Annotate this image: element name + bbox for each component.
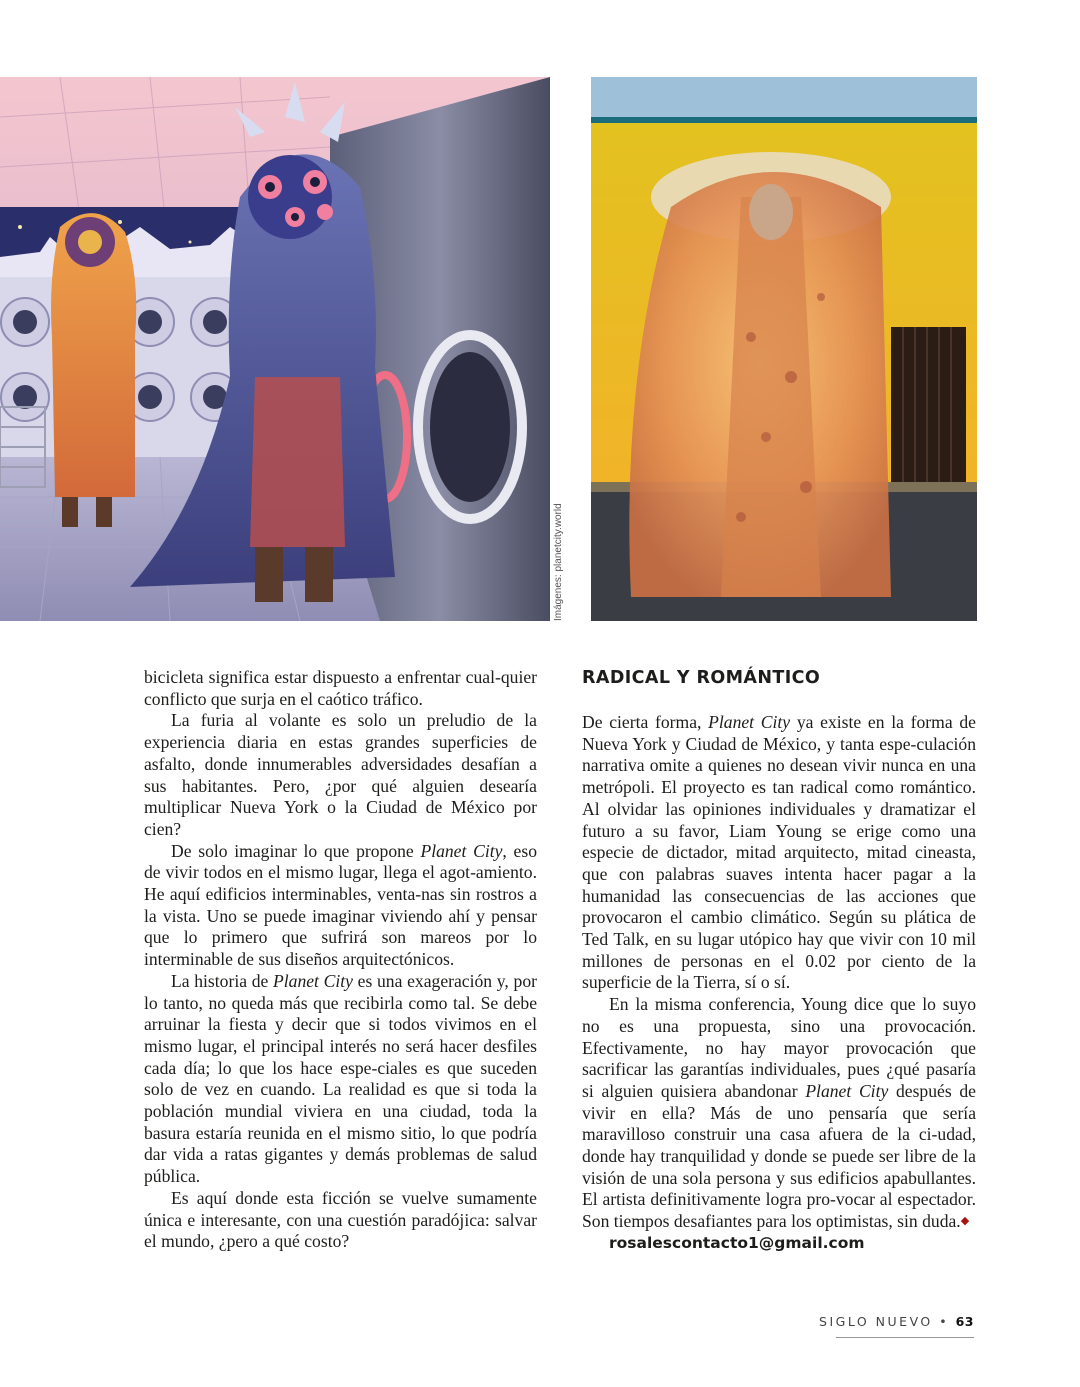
folio-separator: • (939, 1314, 950, 1329)
end-mark-icon: ◆ (960, 1215, 970, 1228)
italic-title: Planet City (273, 970, 353, 991)
right-text-column (582, 667, 976, 1254)
magazine-name: SIGLO NUEVO (819, 1314, 933, 1329)
paragraph: La furia al volante es solo un preludio de la experiencia diaria en estas grandes superficies de asfalto, donde innumerables adversidades desafían a sus habitantes. Pero, ¿por qué alguien desearía multiplicar Nueva York o la Ciudad de México por cien? (144, 710, 537, 839)
veiled-figure-illustration (591, 77, 977, 621)
photo-credit: Imágenes: planetcity.world (553, 503, 564, 621)
paragraph: bicicleta significa estar dispuesto a enfrentar cual-quier conflicto que surja en el caótico tráfico. (144, 667, 537, 709)
section-heading: RADICAL Y ROMÁNTICO (582, 668, 821, 688)
paragraph: Es aquí donde esta ficción se vuelve sumamente única e interesante, con una cuestión paradójica: salvar el mundo, ¿pero a qué costo? (144, 1187, 537, 1252)
laundromat-costume-photo (0, 77, 550, 621)
author-email: rosalescontacto1@gmail.com (609, 1233, 865, 1252)
folio-rule (836, 1337, 974, 1338)
paragraph-text: La historia de (171, 970, 274, 991)
paragraph-text: De solo imaginar lo que propone (171, 840, 421, 861)
paragraph-text: En la misma conferencia, Young dice que lo suyo no es una propuesta, sino una provocación. Efectivamente, no hay mayor provocación que sacrificar las garantías individuales, pues ¿qué pasaría si alguien quisiera abandonar (582, 994, 976, 1101)
paragraph (144, 841, 537, 971)
paragraph (582, 994, 976, 1233)
italic-title: Planet City (420, 840, 503, 861)
page-folio (819, 1314, 974, 1329)
paragraph (582, 712, 976, 994)
laundromat-costume-illustration (0, 77, 550, 621)
page-number: 63 (955, 1314, 974, 1329)
left-text-column (144, 667, 537, 1253)
veiled-figure-photo (591, 77, 977, 621)
italic-title: Planet City (805, 1080, 889, 1101)
paragraph-text: es una exageración y, por lo tanto, no queda más que recibirla como tal. Se debe arruinar la fiesta y decir que si todos vivimos en el mismo lugar, el principal interés no será hacer desfiles cada día; lo que los hace espe-ciales es que suceden solo de vez en cuando. La realidad es que si toda la población mundial viviera en una ciudad, toda la basura estaría reunida en el mismo sitio, lo que podría dar vida a ratas gigantes y demás problemas de salud pública. (144, 970, 537, 1187)
paragraph-text: De cierta forma, (582, 712, 709, 732)
italic-title: Planet City (708, 712, 791, 732)
paragraph-text: , eso de vivir todos en el mismo lugar, llega el agot-amiento. He aquí edificios interminables, venta-nas sin rostros a la vista. Uno se puede imaginar viviendo ahí y pensar que lo primero que sufrirá son mareos por lo interminable de sus diseños arquitectónicos. (144, 840, 537, 970)
paragraph (144, 971, 537, 1188)
paragraph-text: después de vivir en ella? Más de uno pensaría que sería maravilloso construir una casa afuera de la ci-udad, donde hay tranquilidad y donde se puede ser libre de la visión de una sola persona y sus edificios apabullantes. El artista definitivamente logra pro-vocar al espectador. Son tiempos desafiantes para los optimistas, sin duda. (582, 1080, 976, 1232)
paragraph-text: ya existe en la forma de Nueva York y Ciudad de México, y tanta espe-culación narrativa omite a quienes no desean vivir nunca en una metrópoli. El proyecto es tan radical como romántico. Al olvidar las opiniones individuales y dramatizar el futuro a su favor, Liam Young se erige como una especie de dictador, mitad arquitecto, mitad cineasta, que con palabras suaves intenta hacer pagar a la humanidad las consecuencias de las acciones que provocaron el cambio climático. Según su plática de Ted Talk, en su lugar utópico hay que vivir con 10 mil millones de personas en el 0.02 por ciento de la superficie de la Tierra, sí o sí. (582, 712, 976, 993)
